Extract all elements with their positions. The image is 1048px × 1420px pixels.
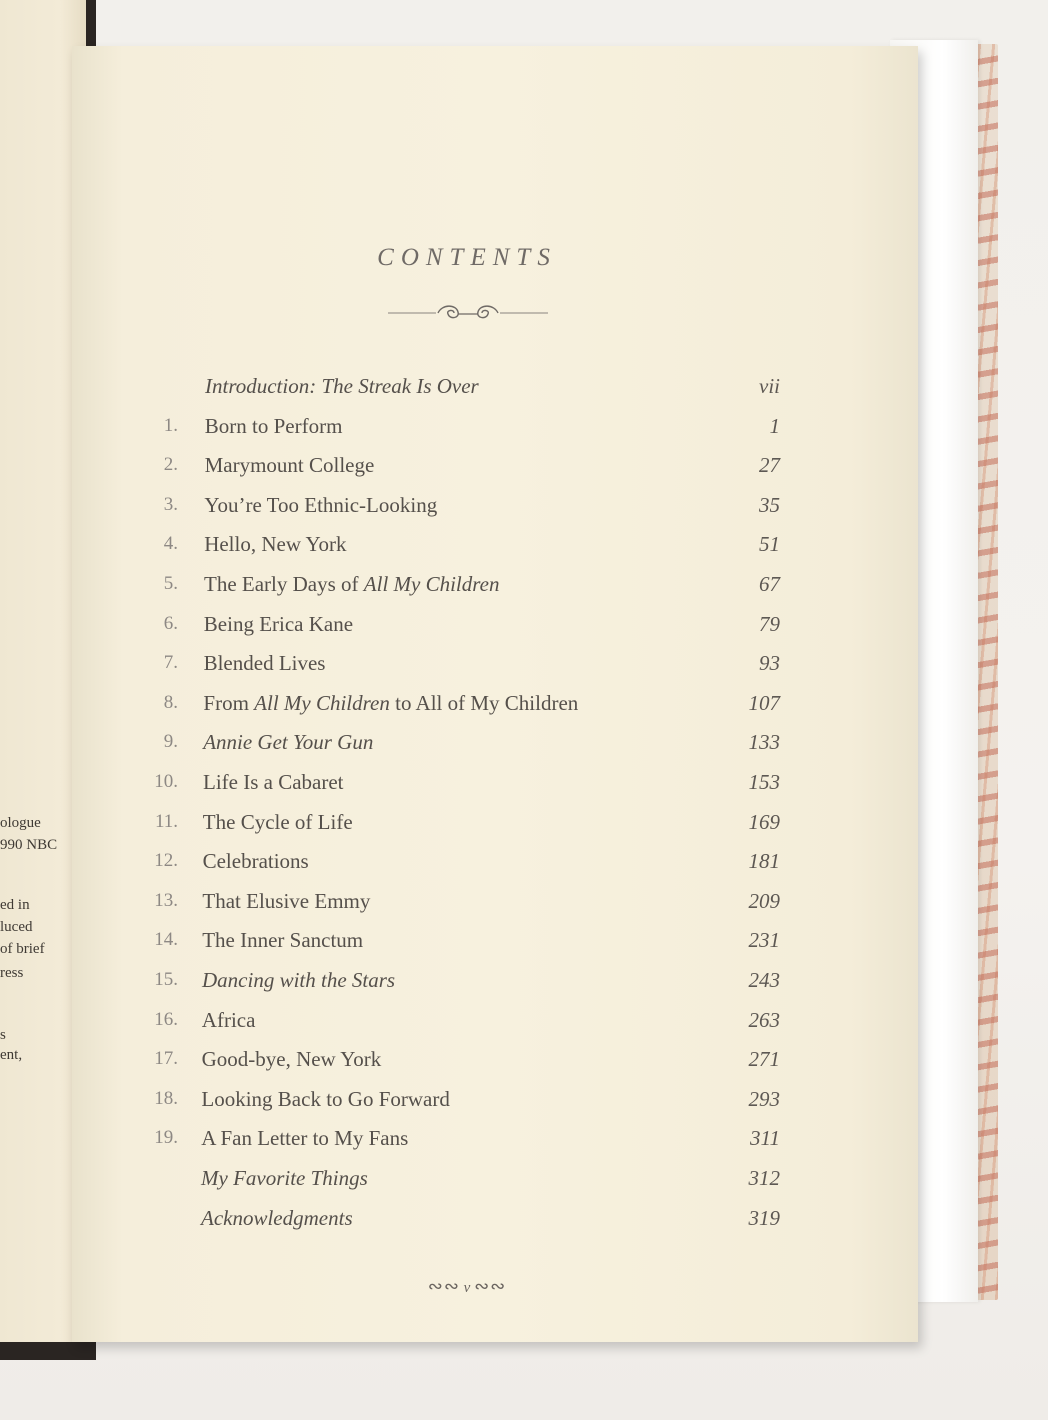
toc-entry-title bbox=[201, 1204, 353, 1232]
toc-entry-number: 19. bbox=[154, 1127, 178, 1149]
toc-entry bbox=[72, 610, 918, 638]
toc-entry-title bbox=[201, 1164, 368, 1192]
toc-entry-number: 5. bbox=[163, 573, 178, 594]
toc-entry bbox=[72, 451, 918, 479]
toc-entry-title-part: Hello, New York bbox=[204, 532, 347, 557]
toc-entry-page: 107 bbox=[748, 690, 780, 715]
toc-entry-title bbox=[202, 1045, 382, 1073]
toc-entry-page: 209 bbox=[748, 888, 780, 913]
toc-entry-title-part: Dancing with the Stars bbox=[202, 968, 396, 992]
toc-entry bbox=[72, 1204, 918, 1232]
toc-entry-title-part: You’re Too Ethnic-Looking bbox=[204, 492, 438, 517]
toc-entry-number: 6. bbox=[163, 612, 178, 634]
toc-entry-title bbox=[204, 570, 499, 598]
toc-entry-title bbox=[203, 689, 578, 717]
toc-entry-number: 17. bbox=[154, 1048, 178, 1070]
toc-entry-title-part: Looking Back to Go Forward bbox=[201, 1086, 450, 1111]
toc-entry-title-part: Celebrations bbox=[202, 849, 309, 874]
folio-number: v bbox=[463, 1280, 471, 1296]
left-page-fragment: ed in bbox=[0, 897, 30, 913]
toc-entry-title bbox=[204, 610, 353, 638]
toc-entry-number: 13. bbox=[154, 889, 178, 911]
toc-entry-title-part: My Favorite Things bbox=[201, 1166, 368, 1190]
toc-entry bbox=[72, 728, 918, 756]
flourish-ornament bbox=[388, 300, 548, 324]
toc-entry-page: 93 bbox=[759, 651, 780, 676]
toc-entry-title bbox=[203, 768, 344, 796]
toc-entry-number: 10. bbox=[154, 771, 178, 792]
toc-entry-number: 11. bbox=[154, 810, 178, 832]
toc-entry-page: 27 bbox=[759, 453, 780, 478]
toc-entry-number: 8. bbox=[163, 691, 178, 713]
toc-entry bbox=[72, 808, 918, 836]
toc-entry-title bbox=[203, 808, 353, 836]
contents-title bbox=[342, 244, 592, 272]
toc-entry-page: vii bbox=[759, 374, 780, 398]
toc-entry bbox=[72, 847, 918, 875]
toc-entry-page: 1 bbox=[769, 413, 780, 438]
toc-entry-number: 16. bbox=[154, 1008, 178, 1030]
toc-entry-page: 35 bbox=[759, 492, 780, 517]
left-page-fragment: s bbox=[0, 1027, 6, 1043]
toc-entry-number: 3. bbox=[163, 493, 178, 515]
toc-entry-number: 15. bbox=[154, 969, 178, 990]
left-page-fragment: of brief bbox=[0, 941, 45, 957]
toc-entry bbox=[72, 649, 918, 677]
toc-entry-number: 7. bbox=[163, 652, 178, 674]
left-page-fragment: ent, bbox=[0, 1047, 23, 1063]
toc-entry-title-part: Life Is a Cabaret bbox=[203, 770, 344, 794]
toc-entry-title-part: A Fan Letter to My Fans bbox=[201, 1126, 409, 1151]
toc-entry-title-part: All My Children bbox=[254, 690, 390, 715]
toc-entry-page: 319 bbox=[748, 1205, 780, 1230]
toc-entry bbox=[72, 1085, 918, 1113]
toc-entry-number: 2. bbox=[163, 454, 178, 476]
toc-entry-number: 1. bbox=[163, 414, 178, 436]
toc-entry-title bbox=[202, 887, 370, 915]
toc-entry-title-part: Good-bye, New York bbox=[201, 1047, 382, 1072]
toc-entry-page: 181 bbox=[748, 849, 780, 874]
page-folio bbox=[412, 1276, 522, 1297]
toc-entry-title-part: From bbox=[203, 690, 255, 715]
toc-entry-title-part: The Early Days of bbox=[204, 572, 364, 596]
toc-entry-title bbox=[205, 451, 375, 479]
left-page-fragment: 990 NBC bbox=[0, 837, 58, 853]
toc-entry-title-part: Blended Lives bbox=[203, 651, 326, 676]
toc-entry-page: 243 bbox=[748, 968, 780, 992]
toc-entry bbox=[72, 530, 918, 558]
toc-entry-page: 169 bbox=[748, 809, 780, 834]
toc-entry bbox=[72, 966, 918, 994]
toc-entry-title-part: That Elusive Emmy bbox=[202, 888, 371, 913]
toc-entry-page: 293 bbox=[748, 1086, 780, 1111]
toc-entry-title-part: The Inner Sanctum bbox=[202, 928, 364, 953]
toc-entry-page: 51 bbox=[759, 532, 780, 557]
toc-entry-number: 12. bbox=[154, 850, 178, 872]
toc-entry-title bbox=[203, 728, 373, 756]
toc-entry bbox=[72, 491, 918, 519]
page-title: CONTENTS bbox=[377, 244, 557, 271]
toc-entry-title bbox=[204, 530, 346, 558]
left-page-fragment: ologue bbox=[0, 815, 41, 831]
left-page-fragment: ress bbox=[0, 965, 24, 981]
left-page-fragment: luced bbox=[0, 919, 33, 935]
toc-entry-title bbox=[202, 1006, 256, 1034]
toc-entry-title bbox=[205, 372, 479, 400]
toc-entry-title bbox=[202, 966, 395, 994]
toc-entry-title-part: Introduction: The Streak Is Over bbox=[205, 374, 479, 398]
toc-entry-number: 4. bbox=[163, 533, 178, 555]
toc-entry-title bbox=[204, 649, 326, 677]
toc-entry bbox=[72, 887, 918, 915]
toc-entry bbox=[72, 1045, 918, 1073]
toc-entry bbox=[72, 1164, 918, 1192]
toc-entry bbox=[72, 1124, 918, 1152]
toc-entry bbox=[72, 412, 918, 440]
toc-entry bbox=[72, 1006, 918, 1034]
toc-entry-page: 263 bbox=[748, 1007, 780, 1032]
toc-entry-title bbox=[205, 412, 343, 440]
toc-entry-title bbox=[201, 1124, 408, 1152]
toc-entry-title-part: Annie Get Your Gun bbox=[203, 730, 374, 755]
toc-entry-page: 153 bbox=[748, 770, 780, 794]
toc-entry bbox=[72, 689, 918, 717]
folio-flourish-right-icon: ∾∾ bbox=[474, 1276, 507, 1296]
toc-entry-title-part: to All of My Children bbox=[389, 690, 579, 715]
toc-entry-title-part: Being Erica Kane bbox=[203, 611, 354, 636]
toc-entry-page: 311 bbox=[750, 1126, 780, 1151]
folio-flourish-left-icon: ∾∾ bbox=[427, 1276, 460, 1296]
toc-entry-title bbox=[201, 1085, 449, 1113]
toc-entry-title-part: Marymount College bbox=[204, 453, 375, 478]
toc-entry-page: 271 bbox=[748, 1047, 780, 1072]
toc-entry-number: 18. bbox=[154, 1087, 178, 1109]
toc-entry-title-part: Africa bbox=[201, 1007, 256, 1032]
toc-entry-title bbox=[202, 926, 363, 954]
toc-entry-page: 79 bbox=[759, 611, 780, 636]
toc-entry-page: 133 bbox=[748, 730, 780, 755]
toc-entry-number: 14. bbox=[154, 929, 178, 951]
toc-entry-page: 312 bbox=[748, 1166, 780, 1190]
toc-entry-page: 67 bbox=[759, 572, 780, 596]
toc-entry-title bbox=[203, 847, 309, 875]
contents-page bbox=[72, 46, 918, 1342]
toc-entry-title-part: All My Children bbox=[363, 572, 500, 596]
toc-entry bbox=[72, 372, 918, 400]
toc-entry-page: 231 bbox=[748, 928, 780, 953]
toc-entry-title-part: The Cycle of Life bbox=[202, 809, 353, 834]
toc-entry bbox=[72, 926, 918, 954]
toc-entry-title-part: Born to Perform bbox=[204, 413, 343, 438]
toc-entry-number: 9. bbox=[163, 731, 178, 753]
toc-entry-title bbox=[204, 491, 437, 519]
toc-entry bbox=[72, 570, 918, 598]
toc-entry-title-part: Acknowledgments bbox=[201, 1205, 353, 1230]
toc-entry bbox=[72, 768, 918, 796]
